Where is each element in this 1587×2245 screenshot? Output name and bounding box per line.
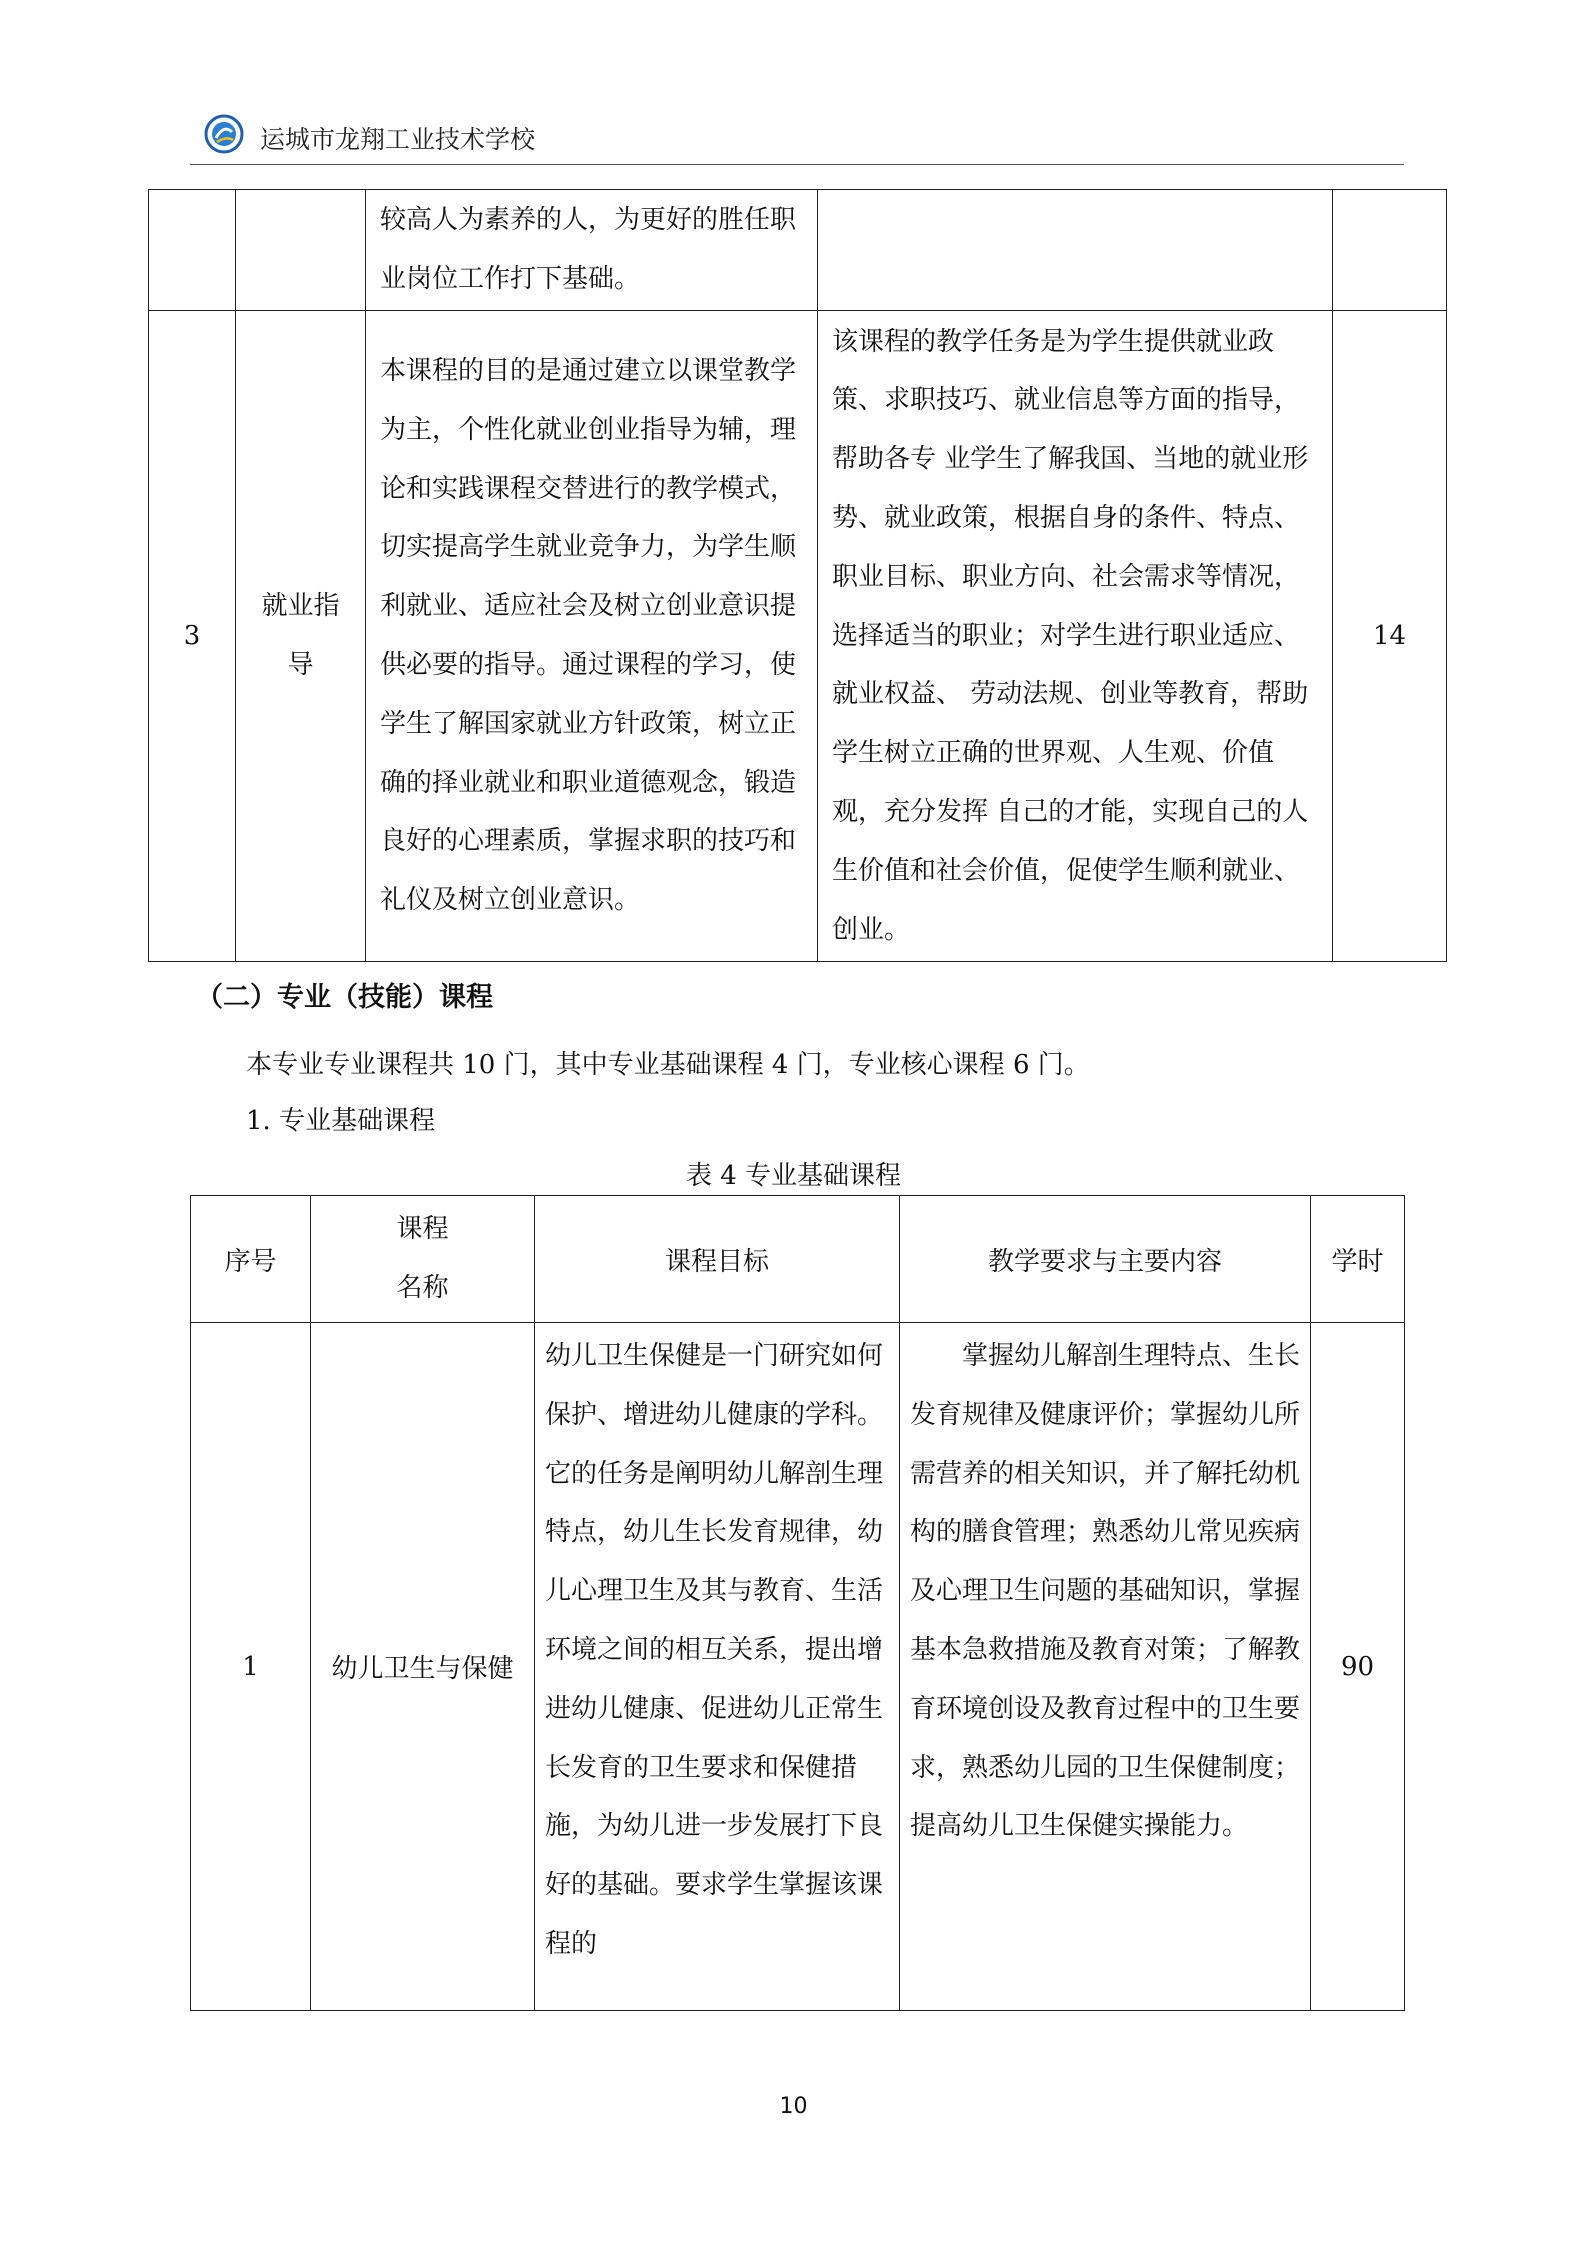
- course-content: 掌握幼儿解剖生理特点、生长发育规律及健康评价；掌握幼儿所需营养的相关知识，并了解托幼机构的膳食管理；熟悉幼儿常见疾病及心理卫生问题的基础知识，掌握基本急救措施及教育对策；了解教育环境创设及教育过程中的卫生要求，熟悉幼儿园的卫生保健制度；提高幼儿卫生保健实操能力。: [910, 1341, 1301, 1842]
- header-name: 课程名称: [396, 1214, 449, 1303]
- page-header: [190, 108, 1404, 165]
- course-hours: 90: [1311, 1323, 1405, 2011]
- course-objective: 较高人为素养的人，为更好的胜任职业岗位工作打下基础。: [380, 205, 797, 294]
- course-name: 就业指导: [261, 591, 340, 680]
- header-number: 序号: [191, 1196, 311, 1323]
- school-name: 运城市龙翔工业技术学校: [260, 125, 536, 154]
- course-number: 1: [191, 1323, 311, 2011]
- subsection-heading: 1. 专业基础课程: [246, 1106, 436, 1136]
- page-number: 10: [779, 2094, 808, 2119]
- section-intro: 本专业专业课程共 10 门，其中专业基础课程 4 门，专业核心课程 6 门。: [246, 1050, 1090, 1080]
- table-row: [149, 311, 1447, 962]
- table-header-row: [191, 1196, 1405, 1323]
- header-content: 教学要求与主要内容: [900, 1196, 1311, 1323]
- course-name: 幼儿卫生与保健: [311, 1323, 535, 2011]
- course-content: 该课程的教学任务是为学生提供就业政策、求职技巧、就业信息等方面的指导，帮助各专 业学生了解我国、当地的就业形势、就业政策，根据自身的条件、特点、职业目标、职业方向、社会需求等情况，选择适当的职业；对学生进行职业适应、就业权益、 劳动法规、创业等教育，帮助学生树立正确的世界观、人生观、价值观，充分发挥 自己的才能，实现自己的人生价值和社会价值，促使学生顺利就业、创业。: [832, 326, 1309, 945]
- school-logo-icon: [204, 114, 244, 154]
- table-row: [191, 1323, 1405, 2011]
- course-objective: 本课程的目的是通过建立以课堂教学为主，个性化就业创业指导为辅，理论和实践课程交替进行的教学模式，切实提高学生就业竞争力，为学生顺利就业、适应社会及树立创业意识提供必要的指导。通过课程的学习，使学生了解国家就业方针政策，树立正确的择业就业和职业道德观念，锻造良好的心理素质，掌握求职的技巧和礼仪及树立创业意识。: [380, 356, 797, 916]
- professional-foundation-course-table: [190, 1195, 1405, 2011]
- header-hours: 学时: [1311, 1196, 1405, 1323]
- course-table-continued: [148, 189, 1447, 962]
- table-row: [149, 190, 1447, 311]
- course-hours: 14: [1333, 311, 1447, 962]
- table-caption: 表 4 专业基础课程: [685, 1161, 902, 1191]
- header-objective: 课程目标: [535, 1196, 900, 1323]
- course-number: 3: [149, 311, 236, 962]
- section-heading: （二）专业（技能）课程: [196, 982, 493, 1013]
- course-objective: 幼儿卫生保健是一门研究如何保护、增进幼儿健康的学科。它的任务是阐明幼儿解剖生理特点，幼儿生长发育规律，幼儿心理卫生及其与教育、生活环境之间的相互关系，提出增进幼儿健康、促进幼儿正常生长发育的卫生要求和保健措施，为幼儿进一步发展打下良好的基础。要求学生掌握该课程的: [545, 1341, 884, 1959]
